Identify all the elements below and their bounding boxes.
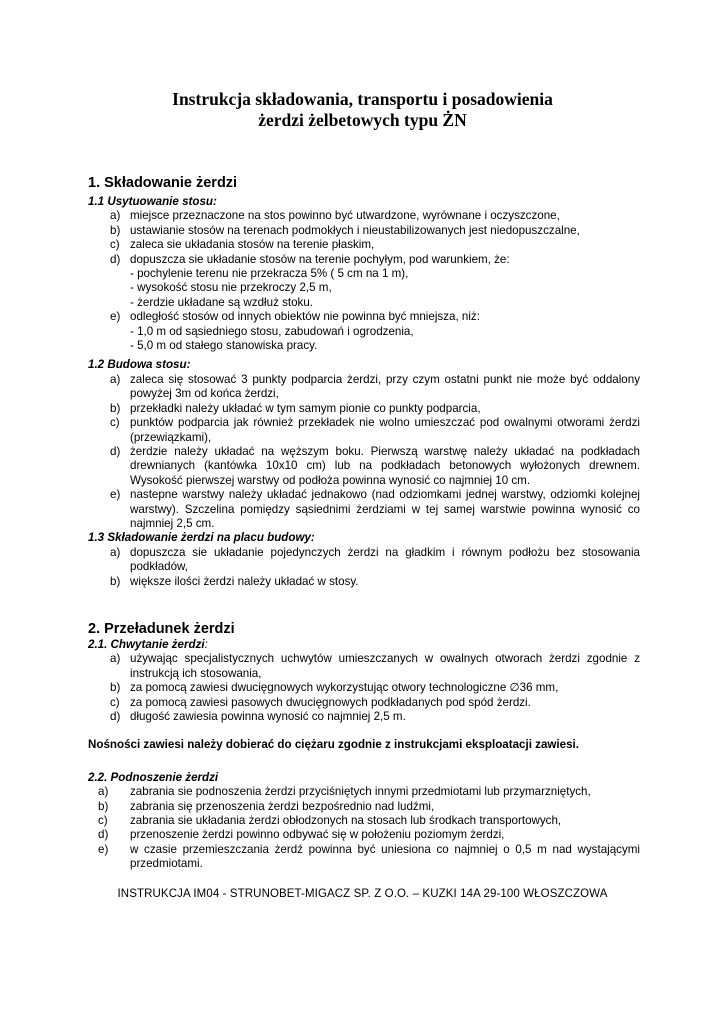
list-marker: d): [110, 444, 121, 458]
subsection-1-3-heading: 1.3 Składowanie żerdzi na placu budowy:: [88, 531, 315, 545]
list-item: [88, 710, 640, 724]
list-item-text: odległość stosów od innych obiektów nie powinna być mniejsza, niż:: [130, 310, 480, 324]
section-2-heading: 2. Przeładunek żerdzi: [88, 621, 235, 637]
subsection-2-1-title: 2.1. Chwytanie żerdzi: [88, 638, 205, 651]
list-item-text: zaleca sie układania stosów na terenie płaskim,: [130, 238, 375, 252]
list-item: [88, 253, 640, 311]
list-item: [88, 681, 640, 695]
list-marker: a): [98, 785, 109, 799]
sub-item: - pochylenie terenu nie przekracza 5% ( 5 cm na 1 m),: [130, 267, 409, 281]
list-item: [88, 445, 640, 488]
list-item: [88, 843, 640, 872]
list-2-1: [88, 652, 640, 724]
list-item: [88, 373, 640, 402]
list-item: [88, 402, 640, 416]
list-item-text: ustawianie stosów na terenach podmokłych i nieustabilizowanych jest niedopuszczalne,: [130, 223, 580, 237]
list-1-2: [88, 373, 640, 531]
sub-item: - wysokość stosu nie przekroczy 2,5 m,: [130, 281, 332, 295]
list-marker: c): [110, 695, 120, 709]
list-marker: e): [110, 310, 121, 324]
list-item: [88, 224, 640, 238]
list-item-text: zaleca się stosować 3 punkty podparcia żerdzi, przy czym ostatni punkt nie może być oddalony powyżej 3m od końca żerdzi,: [130, 372, 640, 401]
subsection-2-1-colon: :: [204, 638, 208, 651]
list-marker: d): [98, 828, 109, 842]
subsection-1-2-heading: 1.2 Budowa stosu:: [88, 358, 191, 372]
list-item: [88, 488, 640, 531]
list-item: [88, 546, 640, 575]
list-marker: e): [110, 488, 121, 502]
list-marker: a): [110, 652, 121, 666]
list-item-text: za pomocą zawiesi dwucięgnowych wykorzystując otwory technologiczne ∅36 mm,: [130, 681, 559, 695]
list-item-text: w czasie przemieszczania żerdź powinna być uniesiona co najmniej o 0,5 m nad wystającymi przedmiotami.: [130, 842, 640, 871]
list-marker: d): [110, 710, 121, 724]
list-item-text: zabrania się przenoszenia żerdzi bezpośrednio nad ludźmi,: [130, 799, 435, 813]
sub-item: - 1,0 m od sąsiedniego stosu, zabudowań i ogrodzenia,: [130, 324, 414, 338]
list-item: [88, 310, 640, 353]
list-item-text: punktów podparcia jak również przekładek nie wolno umieszczać pod owalnymi otworami żerdzi (przewiązkami),: [130, 416, 640, 444]
list-item-text: dopuszcza sie układanie pojedynczych żerdzi na gładkim i równym podłożu bez stosowania podkładów,: [130, 545, 640, 574]
subsection-1-1-heading: 1.1 Usytuowanie stosu:: [88, 195, 217, 208]
list-item: [88, 416, 640, 445]
list-item: [88, 209, 640, 223]
list-marker: b): [98, 799, 109, 813]
list-marker: a): [110, 545, 121, 559]
list-marker: b): [110, 401, 121, 415]
list-1-1: [88, 209, 640, 353]
list-marker: c): [110, 238, 120, 252]
list-item-text: za pomocą zawiesi pasowych dwucięgnowych podkładanych pod spód żerdzi.: [130, 695, 531, 709]
list-item-text: przenoszenie żerdzi powinno odbywać się w położeniu poziomym żerdzi,: [130, 828, 505, 842]
list-item-text: nastepne warstwy należy układać jednakowo (nad odziomkami jednej warstwy, odziomki kolejnej warstwy). Szczelina pomiędzy sąsiednimi żerdziami w tej samej warstwie powinna wynosić co najmniej 2,5 cm.: [130, 488, 640, 530]
subsection-2-2-heading: 2.2. Podnoszenie żerdzi: [88, 770, 219, 784]
list-item-text: długość zawiesia powinna wynosić co najmniej 2,5 m.: [130, 710, 406, 724]
list-item: [88, 785, 640, 799]
list-1-3: [88, 546, 640, 589]
list-item-text: przekładki należy układać w tym samym pionie co punkty podparcia,: [130, 401, 481, 415]
list-marker: d): [110, 252, 121, 266]
sub-item: - 5,0 m od stałego stanowiska pracy.: [130, 339, 318, 353]
list-item-text: żerdzie należy układać na węższym boku. Pierwszą warstwę należy układać na podkładach drewnianych (kantówka 10x10 cm) lub na podkładach betonowych wyłożonych drewnem. Wysokość pierwszej warstwy od podłoża powinna wynosić co najmniej 10 cm.: [130, 444, 640, 487]
load-capacity-note: Nośności zawiesi należy dobierać do ciężaru zgodnie z instrukcjami eksploatacji zawiesi.: [88, 738, 579, 752]
list-item-text: dopuszcza sie układanie stosów na terenie pochyłym, pod warunkiem, że:: [130, 252, 510, 266]
list-item-text: zabrania sie podnoszenia żerdzi przyciśniętych innymi przedmiotami lub przymarzniętych,: [130, 785, 591, 799]
list-2-2: [88, 785, 640, 871]
section-1-heading: 1. Składowanie żerdzi: [88, 175, 238, 191]
list-marker: b): [110, 574, 121, 588]
list-marker: b): [110, 223, 121, 237]
title-line-1: Instrukcja składowania, transportu i posadowienia: [172, 89, 553, 109]
list-marker: a): [110, 372, 121, 386]
list-marker: a): [110, 209, 121, 223]
section-2: [88, 620, 640, 872]
sub-item: - żerdzie układane są wzdłuż stoku.: [130, 295, 314, 309]
subsection-2-1-heading: [88, 638, 640, 652]
list-item: [88, 575, 640, 589]
list-marker: b): [110, 681, 121, 695]
list-item: [88, 238, 640, 252]
list-marker: e): [98, 842, 109, 856]
list-item: [88, 828, 640, 842]
list-item-text: większe ilości żerdzi należy układać w stosy.: [130, 574, 359, 588]
title-line-2: żerdzi żelbetowych typu ŻN: [258, 110, 467, 130]
list-item: [88, 800, 640, 814]
section-1: [88, 174, 640, 589]
list-marker: c): [98, 814, 108, 828]
list-item: [88, 652, 640, 681]
list-item-text: miejsce przeznaczone na stos powinno być utwardzone, wyrównane i oczyszczone,: [130, 209, 560, 223]
page-footer: INSTRUKCJA IM04 - STRUNOBET-MIGACZ SP. Z O.O. – KUZKI 14A 29-100 WŁOSZCZOWA: [117, 888, 608, 900]
list-item: [88, 696, 640, 710]
list-item: [88, 814, 640, 828]
list-marker: c): [110, 416, 120, 430]
list-item-text: zabrania sie układania żerdzi obłodzonych na stosach lub środkach transportowych,: [130, 814, 562, 828]
list-item-text: używając specjalistycznych uchwytów umieszczanych w owalnych otworach żerdzi zgodnie z instrukcją ich stosowania,: [130, 652, 640, 680]
document-title: [0, 89, 725, 131]
